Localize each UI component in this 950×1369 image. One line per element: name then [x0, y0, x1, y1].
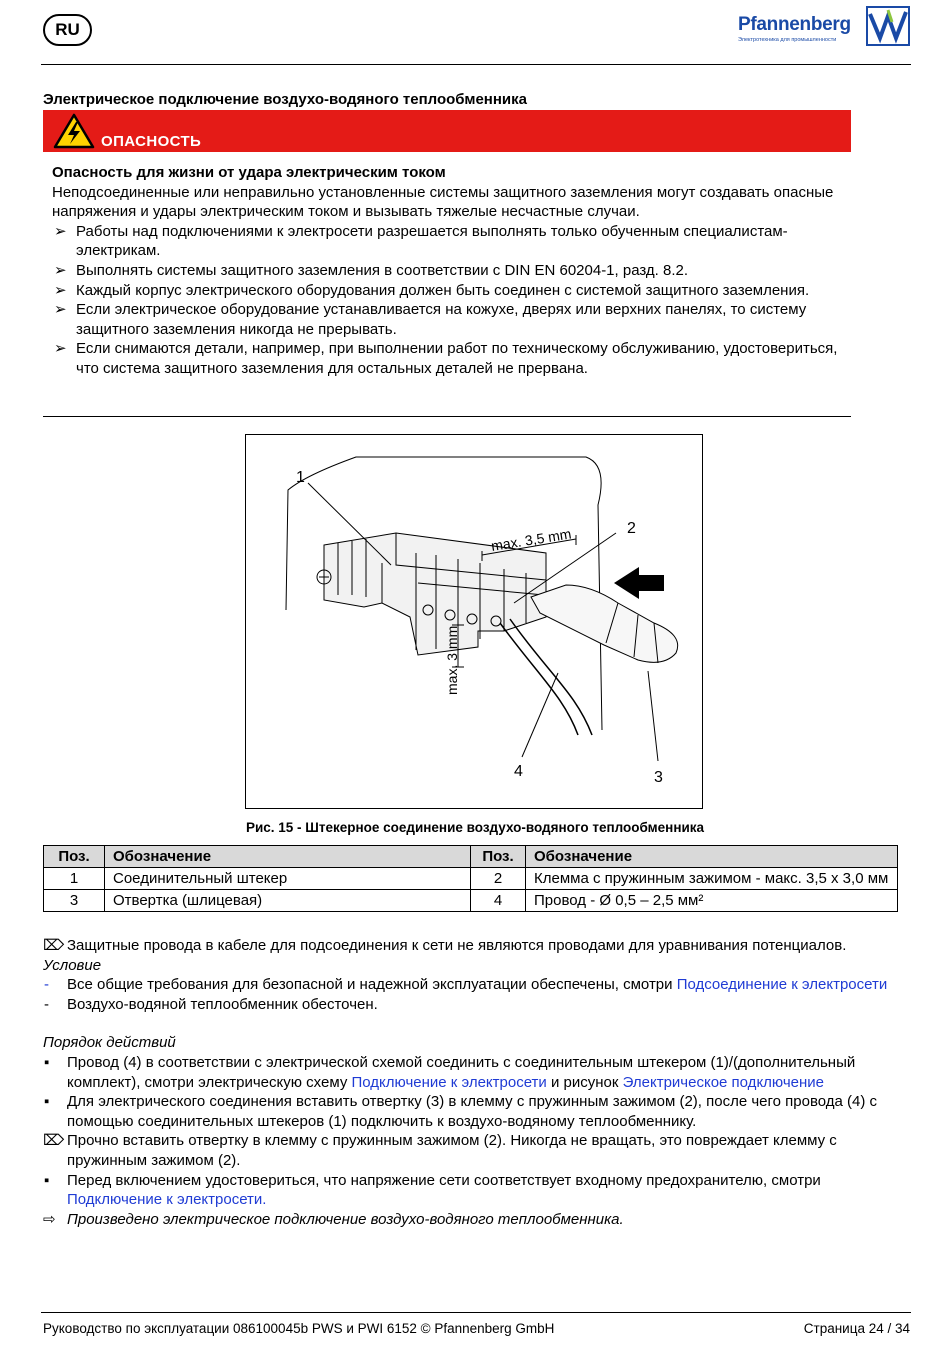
language-badge: RU — [43, 14, 92, 46]
note-paragraph — [43, 936, 903, 956]
procedure-result — [43, 1210, 903, 1230]
insert-arrow-icon — [614, 567, 664, 599]
dim-label-v: max. 3 mm — [444, 625, 460, 695]
figure-caption: Рис. 15 - Штекерное соединение воздухо-водяного теплообменника — [245, 820, 705, 835]
procedure-note — [43, 1131, 903, 1170]
danger-list-item — [52, 339, 852, 378]
condition-text: Воздухо-водяной теплообменник обесточен. — [67, 995, 378, 1013]
brand-mark-icon — [866, 6, 910, 46]
danger-item-text: Работы над подключениями к электросети разрешается выполнять только обученным специалистам-электрикам. — [76, 222, 788, 260]
danger-heading: Опасность для жизни от удара электрическим током — [52, 164, 446, 181]
table-row — [44, 868, 898, 890]
label-2: 2 — [627, 520, 636, 537]
danger-item-text: Выполнять системы защитного заземления в соответствии с DIN EN 60204-1, разд. 8.2. — [76, 261, 689, 279]
step-text: Провод (4) в соответствии с электрической схемой соединить с соединительным штекером (1)/(дополнительный комплект), смотри электрическую схему — [67, 1053, 856, 1091]
condition-text: Все общие требования для безопасной и надежной эксплуатации обеспечены, смотри — [67, 976, 677, 994]
dim-label-h: max. 3,5 mm — [489, 525, 573, 554]
procedure-step — [43, 1053, 903, 1092]
plug-body — [324, 533, 546, 655]
table-cell: 4 — [471, 890, 526, 912]
danger-description: Неподсоединенные или неправильно установленные системы защитного заземления могут создавать опасные напряжения и удары электрическим током и вызывать тяжелые несчастные случаи. — [52, 183, 834, 221]
electric-hazard-icon — [53, 113, 95, 149]
column-header: Обозначение — [526, 846, 898, 868]
section-title: Электрическое подключение воздухо-водяного теплообменника — [43, 91, 527, 108]
arrow-bullet-icon: ➢ — [54, 261, 67, 279]
dash-bullet-icon: - — [44, 995, 49, 1013]
danger-item-text: Каждый корпус электрического оборудования должен быть соединен с системой защитного заземления. — [76, 281, 810, 299]
parts-table — [43, 845, 898, 912]
screwdriver — [531, 585, 678, 662]
leader-4 — [522, 673, 558, 757]
danger-item-text: Если снимаются детали, например, при выполнении работ по техническому обслуживанию, удостовериться, что система защитного заземления для остальных деталей не прервана. — [76, 340, 838, 377]
result-arrow-icon: ⇨ — [43, 1210, 56, 1228]
column-header: Поз. — [471, 846, 526, 868]
link-mains-connection[interactable]: Подсоединение к электросети — [676, 976, 888, 994]
brand-name: Pfannenberg — [738, 14, 851, 35]
danger-list-item — [52, 300, 852, 339]
condition-title: Условие — [43, 956, 102, 974]
step-text: Для электрического соединения вставить отвертку (3) в клемму с пружинным зажимом (2), после чего провода (4) с помощью соединительных штекеров (1) подключить к воздухо-водяному теплообменнику. — [67, 1093, 878, 1130]
table-cell: Соединительный штекер — [105, 868, 471, 890]
square-bullet-icon: ▪ — [44, 1171, 50, 1189]
condition-item — [43, 995, 903, 1015]
table-cell: 2 — [471, 868, 526, 890]
header-rule — [41, 64, 911, 65]
brand-tagline: Электротехника для промышленности — [738, 37, 837, 43]
arrow-bullet-icon: ➢ — [54, 222, 67, 240]
note-text: Прочно вставить отвертку в клемму с пружинным зажимом (2). Никогда не вращать, это повреждает клемму с пружинным зажимом (2). — [67, 1132, 837, 1169]
leader-3 — [648, 671, 658, 761]
footer-rule — [41, 1312, 911, 1313]
arrow-bullet-icon: ➢ — [54, 301, 67, 319]
table-row — [44, 890, 898, 912]
condition-item — [43, 975, 903, 995]
arrow-bullet-icon: ➢ — [54, 281, 67, 299]
table-cell: Провод - Ø 0,5 – 2,5 мм² — [526, 890, 898, 912]
connection-figure — [245, 434, 703, 809]
procedure-step — [43, 1171, 903, 1210]
note-hand-icon: ⌦ — [43, 1132, 65, 1150]
result-text: Произведено электрическое подключение воздухо-водяного теплообменника. — [67, 1210, 624, 1228]
label-4: 4 — [514, 763, 523, 780]
danger-item-text: Если электрическое оборудование устанавливается на кожухе, дверях или верхних панелях, то систему защитного заземления никогда не прерывать. — [76, 301, 807, 338]
column-header: Поз. — [44, 846, 105, 868]
connector-drawing — [246, 435, 702, 808]
danger-block-rule — [43, 416, 851, 417]
table-cell: Отвертка (шлицевая) — [105, 890, 471, 912]
danger-banner — [43, 110, 851, 152]
link-mains-connection[interactable]: Подключение к электросети. — [67, 1191, 267, 1209]
brand-logo — [738, 6, 910, 46]
table-cell: 3 — [44, 890, 105, 912]
column-header: Обозначение — [105, 846, 471, 868]
label-3: 3 — [654, 769, 663, 786]
note-hand-icon: ⌦ — [43, 937, 65, 954]
step-text: Перед включением удостовериться, что напряжение сети соответствует входному предохранителю, смотри — [67, 1171, 821, 1189]
table-cell: Клемма с пружинным зажимом - макс. 3,5 x 3,0 мм — [526, 868, 898, 890]
step-text: и рисунок — [546, 1073, 623, 1091]
arrow-bullet-icon: ➢ — [54, 340, 67, 358]
square-bullet-icon: ▪ — [44, 1093, 50, 1111]
instructions-block — [43, 936, 903, 1229]
danger-list-item — [52, 261, 852, 281]
label-1: 1 — [296, 469, 305, 486]
link-electrical-connection[interactable]: Электрическое подключение — [622, 1073, 825, 1091]
footer-page-number: Страница 24 / 34 — [803, 1321, 910, 1336]
danger-text-block — [52, 163, 852, 379]
footer-document-info: Руководство по эксплуатации 086100045b PWS и PWI 6152 © Pfannenberg GmbH — [43, 1321, 555, 1336]
procedure-title: Порядок действий — [43, 1034, 176, 1052]
danger-label: ОПАСНОСТЬ — [101, 133, 202, 150]
link-mains-connection[interactable]: Подключение к электросети — [351, 1073, 547, 1091]
procedure-step — [43, 1092, 903, 1131]
table-header-row — [44, 846, 898, 868]
note-text: Защитные провода в кабеле для подсоединения к сети не являются проводами для уравнивания потенциалов. — [67, 937, 847, 954]
dash-bullet-icon: - — [44, 976, 49, 994]
square-bullet-icon: ▪ — [44, 1053, 50, 1071]
table-cell: 1 — [44, 868, 105, 890]
danger-list-item — [52, 281, 852, 301]
danger-list-item — [52, 222, 852, 261]
